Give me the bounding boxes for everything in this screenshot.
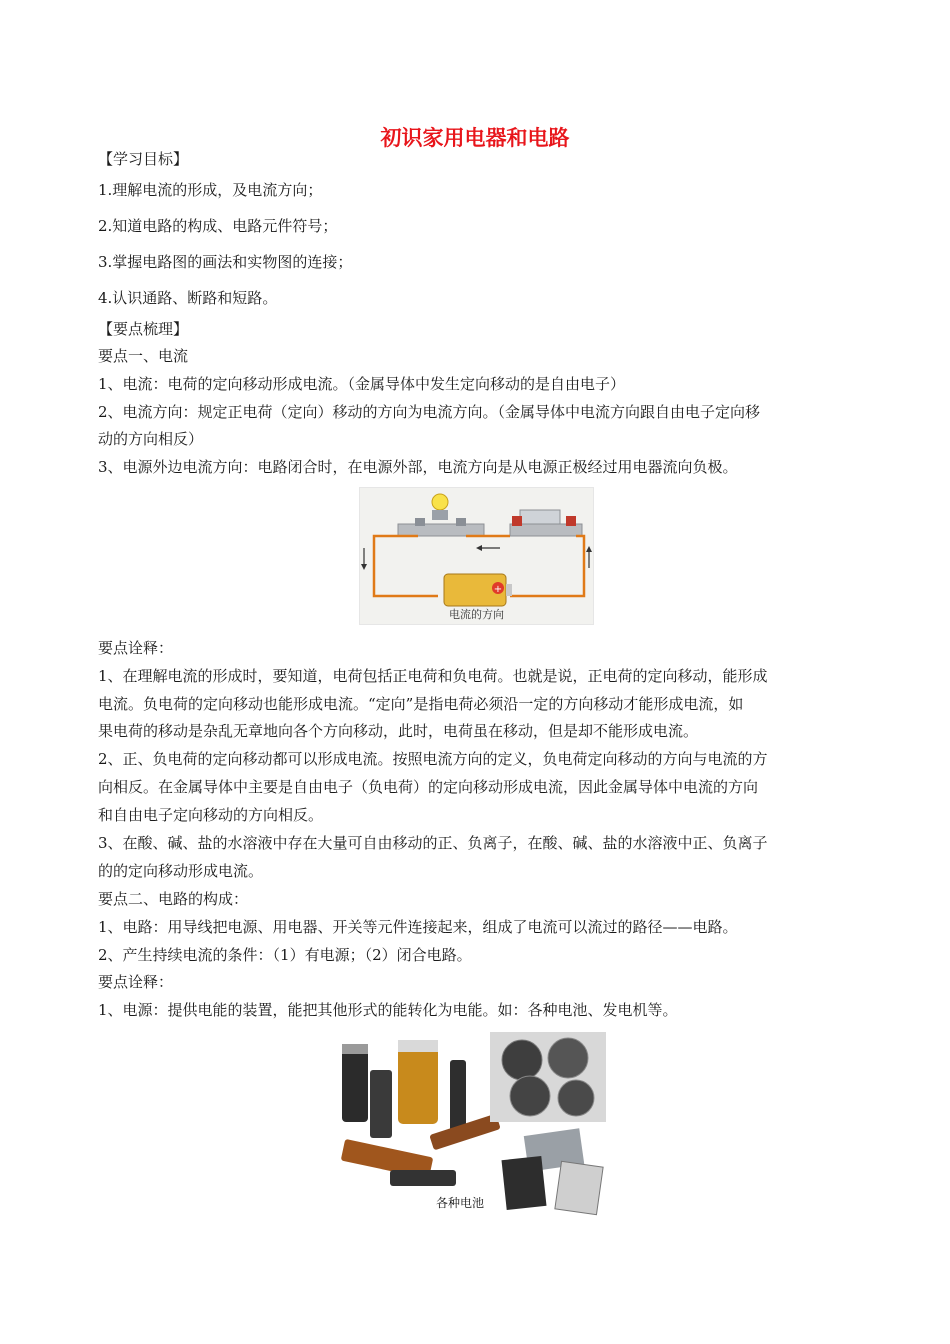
objectives-header: 【学习目标】 — [98, 150, 189, 168]
explain1-line: 1、在理解电流的形成时，要知道，电荷包括正电荷和负电荷。也就是说，正电荷的定向移动，能形成 — [98, 667, 768, 685]
point2-item: 2、产生持续电流的条件：（1）有电源；（2）闭合电路。 — [98, 946, 472, 964]
explain1-line: 3、在酸、碱、盐的水溶液中存在大量可自由移动的正、负离子，在酸、碱、盐的水溶液中正、负离子 — [98, 834, 768, 852]
explain1-line: 向相反。在金属导体中主要是自由电子（负电荷）的定向移动形成电流，因此金属导体中电流的方向 — [98, 778, 759, 796]
point2-header: 要点二、电路的构成： — [98, 890, 249, 908]
point2-item: 1、电路：用导线把电源、用电器、开关等元件连接起来，组成了电流可以流过的路径——电路。 — [98, 918, 738, 936]
figure1-caption: 电流的方向 — [449, 608, 504, 621]
point1-item: 动的方向相反） — [98, 430, 204, 448]
point1-item: 2、电流方向：规定正电荷（定向）移动的方向为电流方向。（金属导体中电流方向跟自由电子定向移 — [98, 403, 761, 421]
explain1-line: 和自由电子定向移动的方向相反。 — [98, 806, 324, 824]
objective-item: 4.认识通路、断路和短路。 — [98, 289, 278, 307]
circuit-figure — [359, 487, 594, 625]
point1-header: 要点一、电流 — [98, 347, 189, 365]
explain1-line: 的的定向移动形成电流。 — [98, 862, 264, 880]
point1-item: 3、电源外边电流方向：电路闭合时，在电源外部，电流方向是从电源正极经过用电器流向负极。 — [98, 458, 738, 476]
explain1-line: 2、正、负电荷的定向移动都可以形成电流。按照电流方向的定义，负电荷定向移动的方向与电流的方 — [98, 750, 768, 768]
page-title: 初识家用电器和电路 — [380, 126, 570, 150]
svg-text:+: + — [493, 584, 503, 595]
explain1-line: 果电荷的移动是杂乱无章地向各个方向移动，此时，电荷虽在移动，但是却不能形成电流。 — [98, 722, 699, 740]
objective-item: 2.知道电路的构成、电路元件符号； — [98, 217, 338, 235]
objective-item: 3.掌握电路图的画法和实物图的连接； — [98, 253, 353, 271]
explain2-header: 要点诠释： — [98, 973, 174, 991]
objective-item: 1.理解电流的形成，及电流方向； — [98, 181, 323, 199]
batteries-figure — [330, 1030, 610, 1220]
explain2-item: 1、电源：提供电能的装置，能把其他形式的能转化为电能。如：各种电池、发电机等。 — [98, 1001, 678, 1019]
key-points-header: 【要点梳理】 — [98, 320, 189, 338]
figure2-caption: 各种电池 — [435, 1196, 484, 1210]
explain1-line: 电流。负电荷的定向移动也能形成电流。“定向”是指电荷必须沿一定的方向移动才能形成电流，如 — [98, 695, 744, 713]
point1-item: 1、电流：电荷的定向移动形成电流。（金属导体中发生定向移动的是自由电子） — [98, 375, 626, 393]
explain1-header: 要点诠释： — [98, 639, 174, 657]
